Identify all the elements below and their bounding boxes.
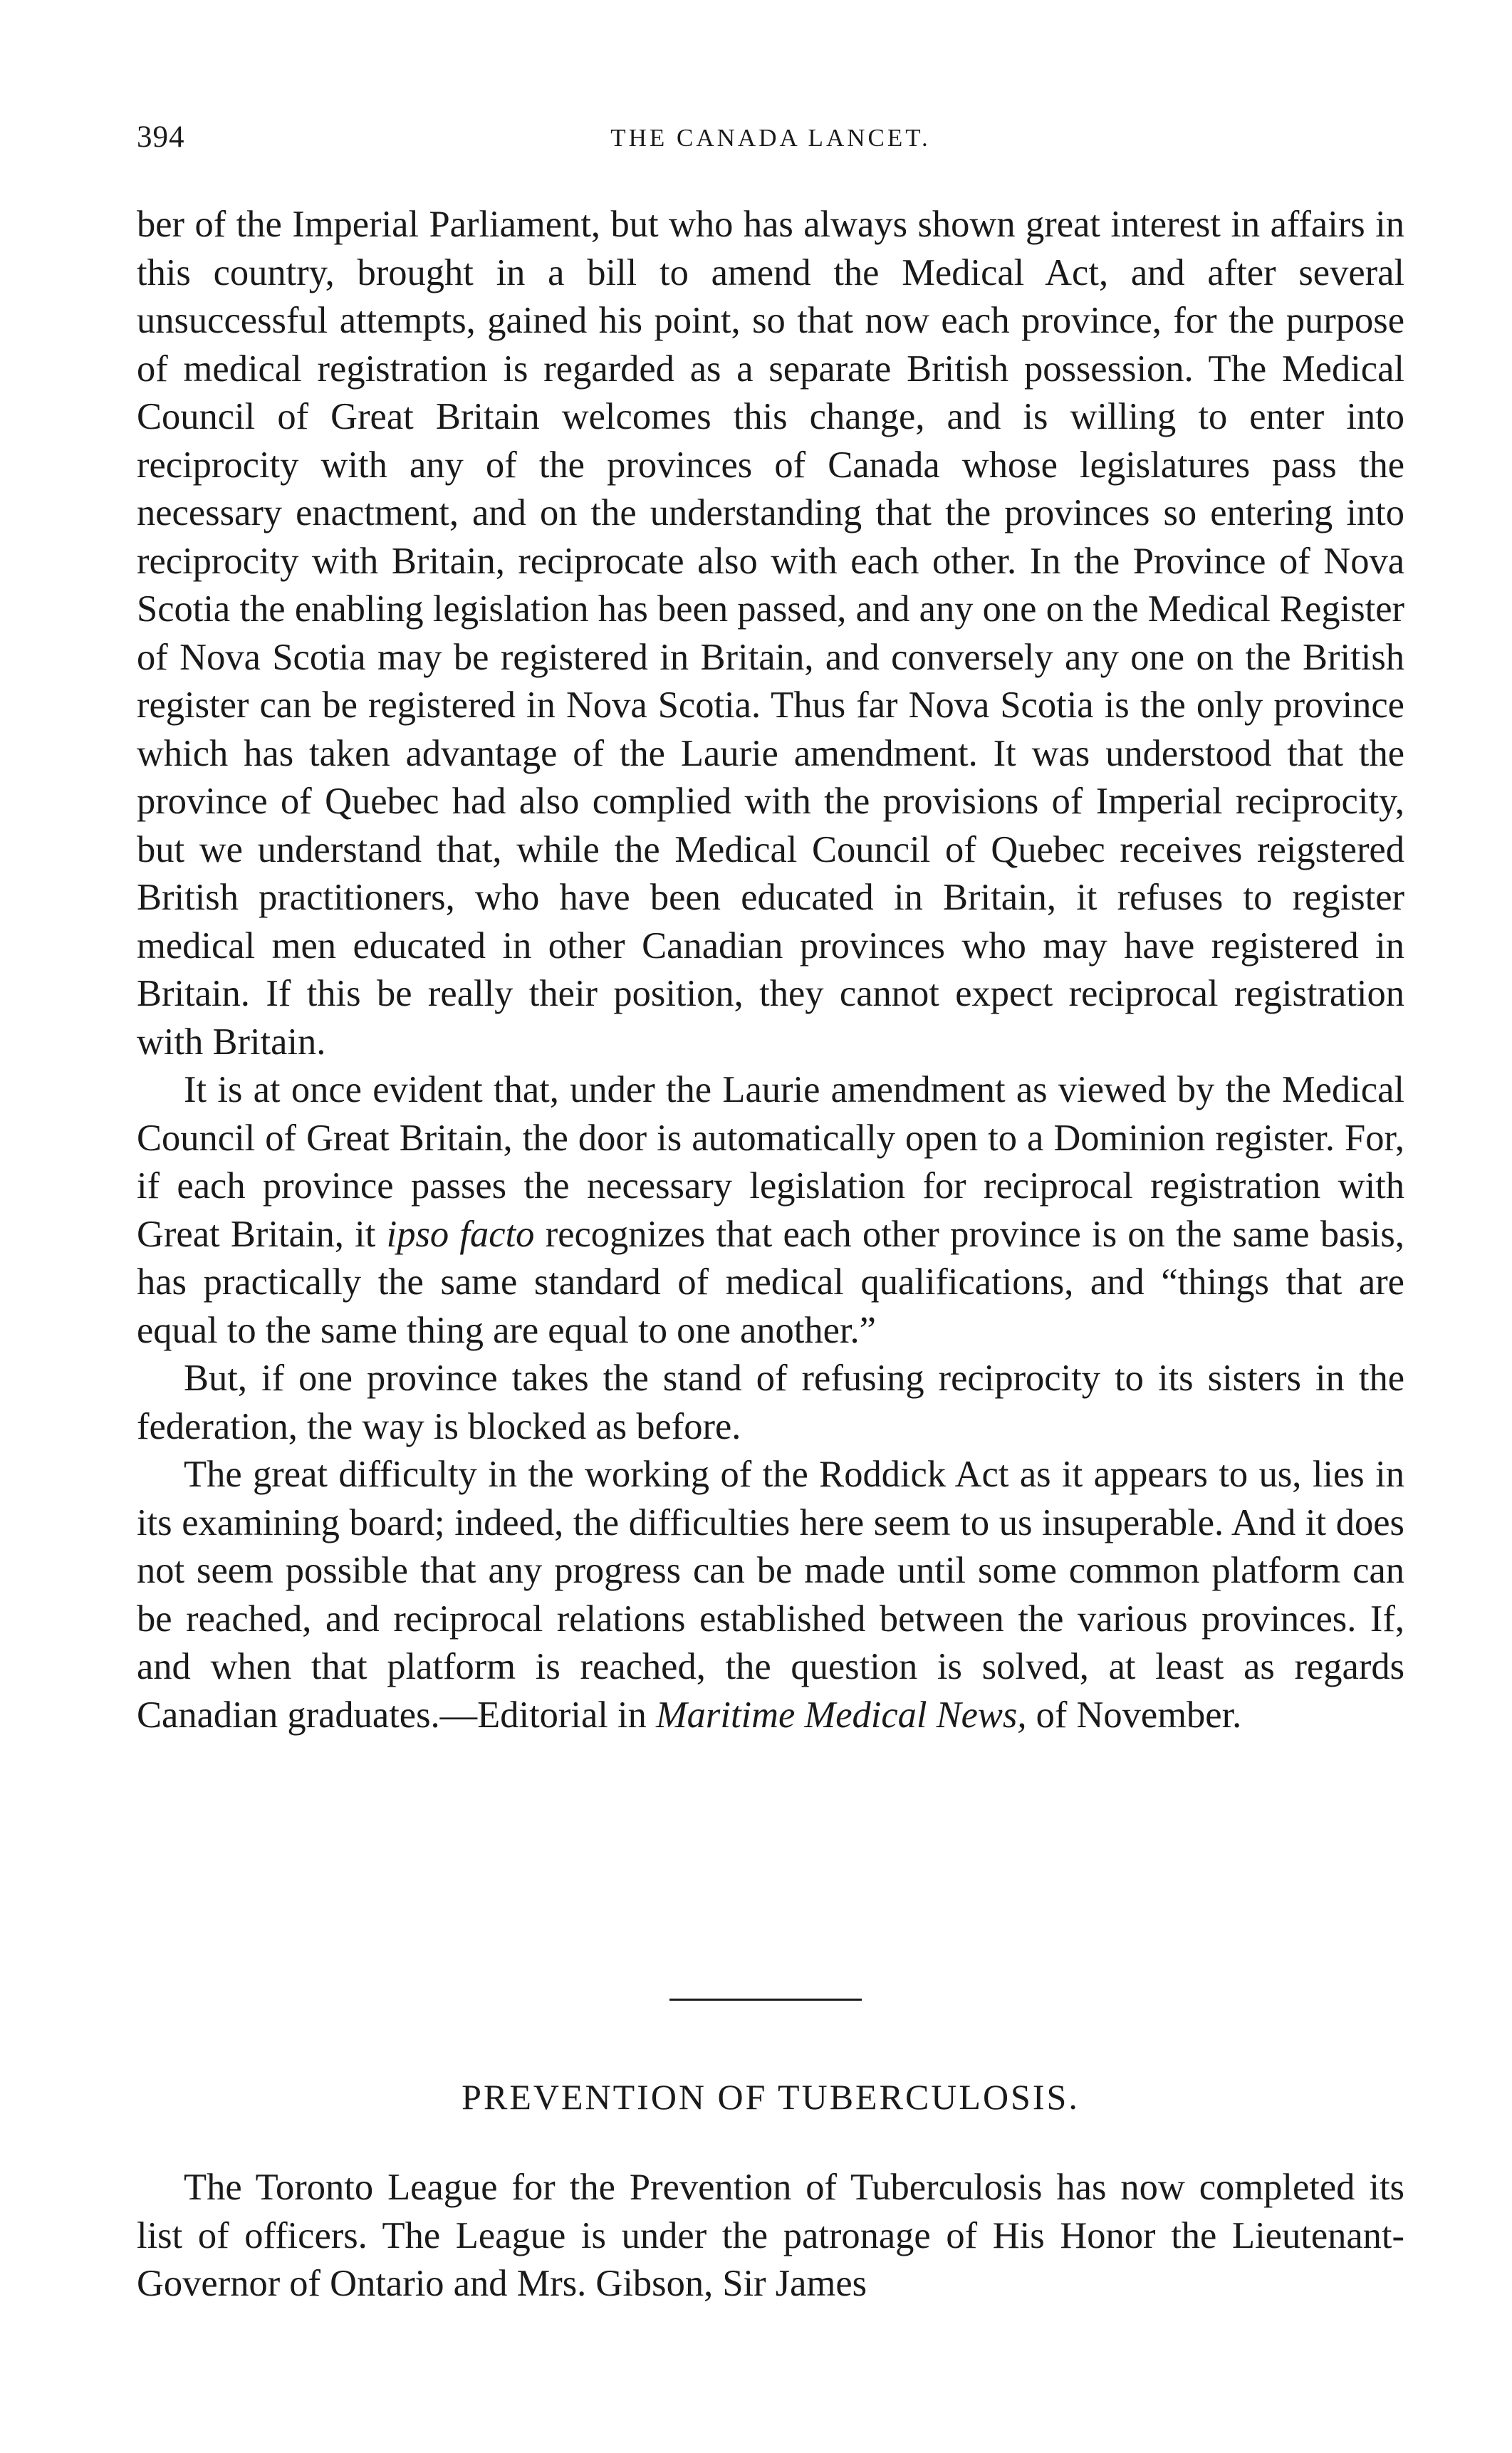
paragraph-4 bbox=[137, 1451, 1404, 1739]
paragraph-2-text: It is at once evident that, under the Laurie amendment as viewed by the Medical Council of Great Britain, the door is automatically open to a Dominion register. For, if each province passes the necessary legislation for reciprocal registration with Great Britain, it bbox=[137, 1069, 1404, 1255]
paragraph-2-italic: ipso facto bbox=[386, 1213, 535, 1255]
paragraph-2-text-end: recognizes that each other province is on the same basis, has practically the same standard of medical qualifications, and “things that are equal to the same thing are equal to one another.” bbox=[137, 1213, 1404, 1351]
section-title: PREVENTION OF TUBERCULOSIS. bbox=[462, 2077, 1080, 2117]
paragraph-2 bbox=[137, 1066, 1404, 1355]
source-publication: Maritime Medical News, bbox=[655, 1694, 1027, 1736]
paragraph-4-text: The great difficulty in the working of the Roddick Act as it appears to us, lies in its examining board; indeed, the difficulties here seem to us insuperable. And it does not seem possible that any progress can be made until some common platform can be reached, and reciprocal relations established between the various provinces. If, and when that platform is reached, the question is solved, at least as regards Canadian graduates.—Editorial in bbox=[137, 1454, 1404, 1736]
article-body bbox=[137, 201, 1404, 1739]
page-number: 394 bbox=[137, 120, 185, 154]
section-divider bbox=[669, 1999, 862, 2001]
paragraph-3: But, if one province takes the stand of refusing reciprocity to its sisters in the federation, the way is blocked as before. bbox=[137, 1358, 1404, 1447]
running-head: THE CANADA LANCET. bbox=[610, 124, 931, 152]
paragraph-1: ber of the Imperial Parliament, but who has always shown great interest in affairs in this country, brought in a bill to amend the Medical Act, and after several unsuccessful attempts, gained his point, so that now each province, for the purpose of medical registration is regarded as a separate British possession. The Medical Council of Great Britain welcomes this change, and is willing to enter into reciprocity with any of the provinces of Canada whose legislatures pass the necessary enactment, and on the understanding that the provinces so entering into reciprocity with Britain, reciprocate also with each other. In the Province of Nova Scotia the enabling legislation has been passed, and any one on the Medical Register of Nova Scotia may be registered in Britain, and conversely any one on the British register can be registered in Nova Scotia. Thus far Nova Scotia is the only province which has taken advantage of the Laurie amendment. It was understood that the province of Quebec had also complied with the provisions of Imperial reciprocity, but we understand that, while the Medical Council of Quebec receives reigstered British practitioners, who have been educated in Britain, it refuses to register medical men educated in other Canadian provinces who may have registered in Britain. If this be really their position, they cannot expect reciprocal registration with Britain. bbox=[137, 204, 1404, 1063]
paragraph-4-text-end: of November. bbox=[1026, 1694, 1242, 1736]
section-paragraph-1: The Toronto League for the Prevention of Tuberculosis has now completed its list of officers. The League is under the patronage of His Honor the Lieutenant-Governor of Ontario and Mrs. Gibson, Sir James bbox=[137, 2167, 1404, 2304]
section-body bbox=[137, 2164, 1404, 2308]
page-header bbox=[137, 120, 1404, 162]
